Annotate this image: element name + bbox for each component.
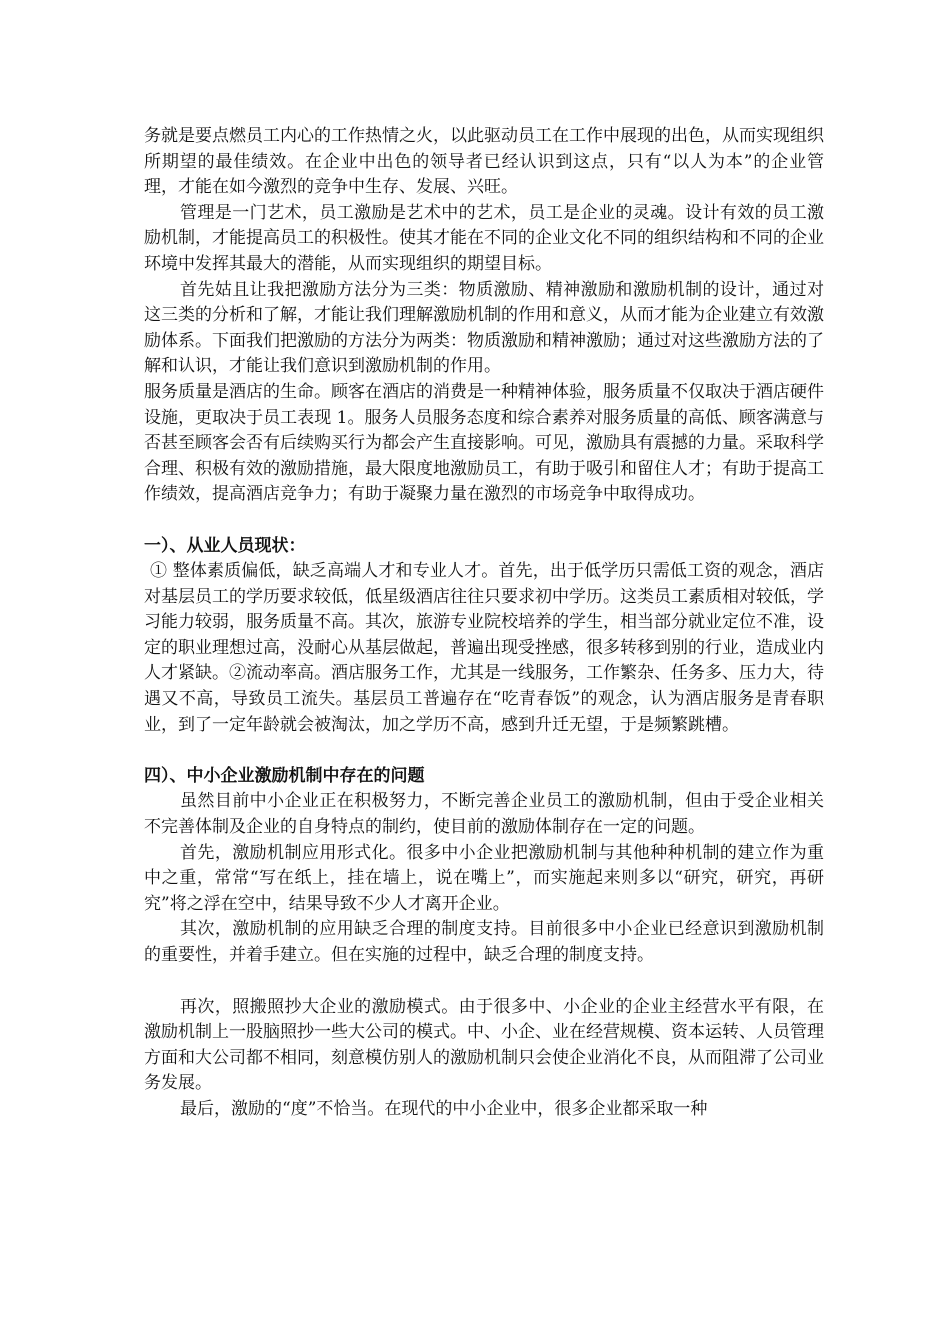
paragraph-first-formalization: 首先，激励机制应用形式化。很多中小企业把激励机制与其他种种机制的建立作为重中之重，常常“写在纸上，挂在墙上，说在嘴上”，而实施起来则多以“研究，研究，再研究”将之浮在空中，结果导致不少人才离开企业。 bbox=[144, 842, 824, 914]
paragraph-problems-intro: 虽然目前中小企业正在积极努力，不断完善企业员工的激励机制，但由于受企业相关不完善体制及企业的自身特点的制约，使目前的激励体制存在一定的问题。 bbox=[144, 791, 824, 838]
paragraph-intro-continued: 务就是要点燃员工内心的工作热情之火，以此驱动员工在工作中展现的出色，从而实现组织所期望的最佳绩效。在企业中出色的领导者已经认识到这点，只有“以人为本”的企业管理，才能在如今激烈的竞争中生存、发展、兴旺。 bbox=[144, 126, 824, 198]
section-heading-problems: 四）、中小企业激励机制中存在的问题 bbox=[144, 765, 425, 786]
section-heading-staff-status: 一）、从业人员现状： bbox=[144, 535, 306, 556]
paragraph-second-system-support: 其次，激励机制的应用缺乏合理的制度支持。目前很多中小企业已经意识到激励机制的重要性，并着手建立。但在实施的过程中，缺乏合理的制度支持。 bbox=[144, 919, 824, 965]
document-page bbox=[144, 124, 824, 1123]
paragraph-third-copying: 再次，照搬照抄大企业的激励模式。由于很多中、小企业的企业主经营水平有限，在激励机制上一股脑照抄一些大公司的模式。中、小企、业在经营规模、资本运转、人员管理方面和大公司都不相同，刻意模仿别人的激励机制只会使企业消化不良，从而阻滞了公司业务发展。 bbox=[144, 996, 824, 1094]
paragraph-staff-status: ① 整体素质偏低，缺乏高端人才和专业人才。首先，出于低学历只需低工资的观念，酒店对基层员工的学历要求较低，低星级酒店往往只要求初中学历。这类员工素质相对较低，学习能力较弱，服务质量不高。其次，旅游专业院校培养的学生，相当部分就业定位不准，设定的职业理想过高，没耐心从基层做起，普遍出现受挫感，很多转移到别的行业，造成业内人才紧缺。②流动率高。酒店服务工作，尤其是一线服务，工作繁杂、任务多、压力大，待遇又不高，导致员工流失。基层员工普遍存在“吃青春饭”的观念，认为酒店服务是青春职业，到了一定年龄就会被淘汰，加之学历不高，感到升迁无望，于是频繁跳槽。 bbox=[144, 561, 824, 735]
paragraph-service-quality: 服务质量是酒店的生命。顾客在酒店的消费是一种精神体验，服务质量不仅取决于酒店硬件设施，更取决于员工表现 1。服务人员服务态度和综合素养对服务质量的高低、顾客满意与否甚至顾客会否有后续购买行为都会产生直接影响。可见，激励具有震撼的力量。采取科学合理、积极有效的激励措施，最大限度地激励员工，有助于吸引和留住人才；有助于提高工作绩效，提高酒店竞争力；有助于凝聚力量在激烈的市场竞争中取得成功。 bbox=[144, 381, 824, 505]
spacer bbox=[144, 738, 824, 764]
paragraph-incentive-methods: 首先姑且让我把激励方法分为三类：物质激励、精神激励和激励机制的设计，通过对这三类的分析和了解，才能让我们理解激励机制的作用和意义，从而才能为企业建立有效激励体系。下面我们把激励的方法分为两类：物质激励和精神激励；通过对这些激励方法的了解和认识，才能让我们意识到激励机制的作用。 bbox=[144, 279, 824, 377]
spacer bbox=[144, 969, 824, 995]
spacer bbox=[144, 508, 824, 534]
paragraph-management-art: 管理是一门艺术，员工激励是艺术中的艺术，员工是企业的灵魂。设计有效的员工激励机制，才能提高员工的积极性。使其才能在不同的企业文化不同的组织结构和不同的企业环境中发挥其最大的潜能，从而实现组织的期望目标。 bbox=[144, 202, 824, 274]
paragraph-finally-degree: 最后，激励的“度”不恰当。在现代的中小企业中，很多企业都采取一种 bbox=[180, 1098, 708, 1119]
